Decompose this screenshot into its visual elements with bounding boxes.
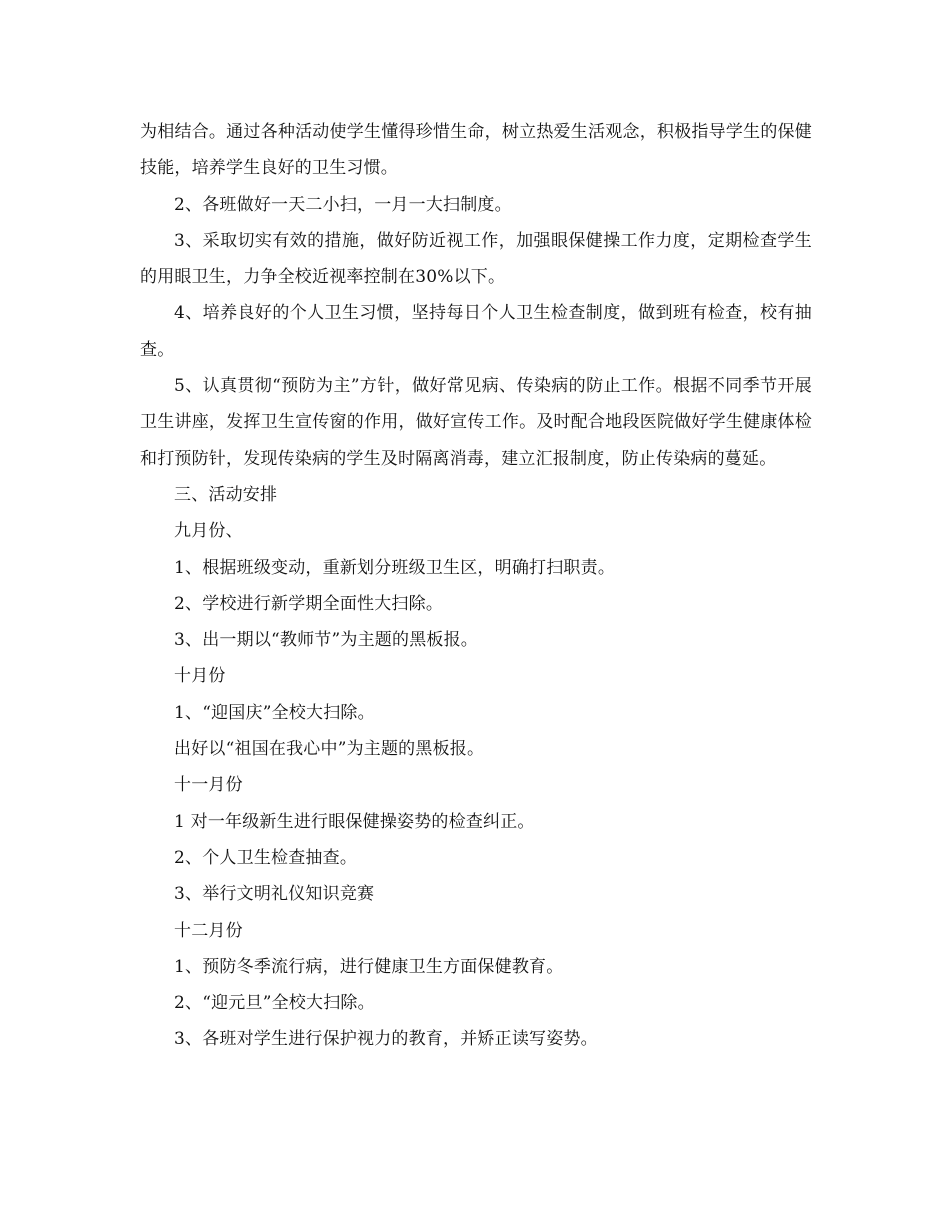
list-item: 2、个人卫生检查抽查。 xyxy=(174,847,358,868)
list-item: 2、学校进行新学期全面性大扫除。 xyxy=(174,593,444,614)
list-item: 3、各班对学生进行保护视力的教育，并矫正读写姿势。 xyxy=(174,1029,598,1050)
list-item: 1、“迎国庆”全校大扫除。 xyxy=(174,702,375,723)
list-item: 1、根据班级变动，重新划分班级卫生区，明确打扫职责。 xyxy=(174,557,616,578)
month-heading: 十二月份 xyxy=(174,920,243,941)
document-body xyxy=(140,114,812,1058)
list-item: 3、举行文明礼仪知识竞赛 xyxy=(174,884,375,905)
list-item: 出好以“祖国在我心中”为主题的黑板报。 xyxy=(174,739,485,760)
month-heading: 十一月份 xyxy=(174,775,243,796)
list-item: 1、预防冬季流行病，进行健康卫生方面保健教育。 xyxy=(174,956,564,977)
paragraph-item: 5、认真贯彻“预防为主”方针，做好常见病、传染病的防止工作。根据不同季节开展卫生讲座，发挥卫生宣传窗的作用，做好宣传工作。及时配合地段医院做好学生健康体检和打预防针，发现传染病的学生及时隔离消毒，建立汇报制度，防止传染病的蔓延。 xyxy=(140,376,812,469)
list-item: 3、出一期以“教师节”为主题的黑板报。 xyxy=(174,630,478,651)
list-item: 1 对一年级新生进行眼保健操姿势的检查纠正。 xyxy=(174,811,535,832)
paragraph-continuation: 为相结合。通过各种活动使学生懂得珍惜生命，树立热爱生活观念，积极指导学生的保健技能，培养学生良好的卫生习惯。 xyxy=(140,122,812,179)
month-heading: 九月份、 xyxy=(174,521,243,542)
section-heading: 三、活动安排 xyxy=(174,484,278,505)
paragraph-item: 2、各班做好一天二小扫，一月一大扫制度。 xyxy=(174,194,512,215)
paragraph-item: 4、培养良好的个人卫生习惯，坚持每日个人卫生检查制度，做到班有检查，校有抽查。 xyxy=(140,303,812,360)
paragraph-item: 3、采取切实有效的措施，做好防近视工作，加强眼保健操工作力度，定期检查学生的用眼卫生，力争全校近视率控制在30%以下。 xyxy=(140,230,812,288)
list-item: 2、“迎元旦”全校大扫除。 xyxy=(174,993,375,1014)
month-heading: 十月份 xyxy=(174,666,226,687)
